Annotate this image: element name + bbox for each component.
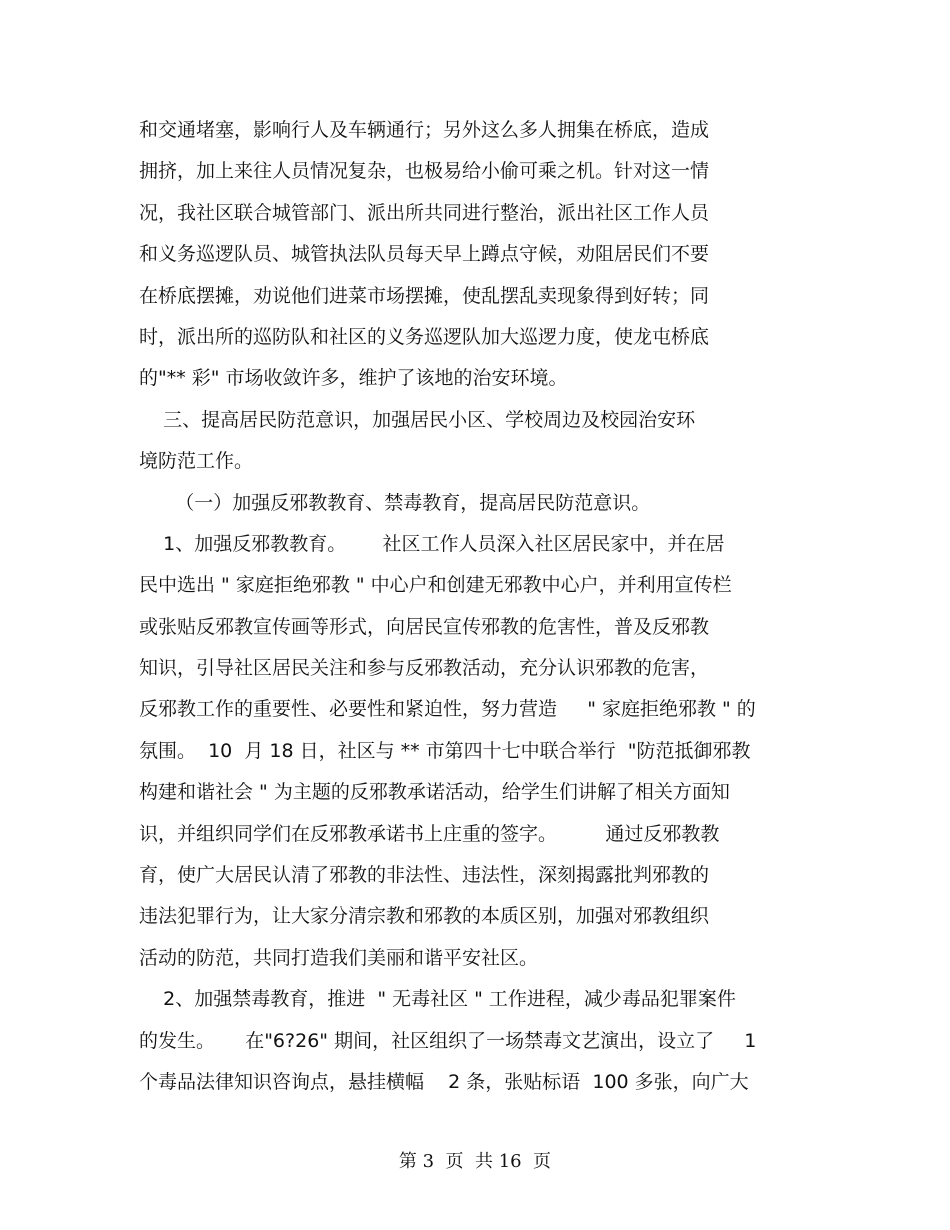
text-line: 拥挤，加上来往人员情况复杂，也极易给小偷可乘之机。针对这一情 bbox=[139, 160, 710, 183]
text-line: 违法犯罪行为，让大家分清宗教和邪教的本质区别，加强对邪教组织 bbox=[139, 905, 710, 928]
text-line: 识，并组织同学们在反邪教承诺书上庄重的签字。 通过反邪教教 bbox=[139, 822, 720, 845]
text-line: 反邪教工作的重要性、必要性和紧迫性，努力营造 " 家庭拒绝邪教 " 的 bbox=[139, 698, 756, 721]
text-line: 在桥底摆摊，劝说他们进菜市场摆摊，使乱摆乱卖现象得到好转；同 bbox=[139, 284, 710, 307]
page-number-footer: 第 3 页 共 16 页 bbox=[398, 1151, 552, 1172]
text-line: 和交通堵塞，影响行人及车辆通行；另外这么多人拥集在桥底，造成 bbox=[139, 119, 710, 141]
subsection-heading: （一）加强反邪教教育、禁毒教育，提高居民防范意识。 bbox=[139, 491, 651, 514]
text-line: 或张贴反邪教宣传画等形式，向居民宣传邪教的危害性，普及反邪教 bbox=[139, 615, 710, 638]
text-line: 的"** 彩" 市场收敛许多，维护了该地的治安环境。 bbox=[139, 367, 568, 390]
text-line: 氛围。 10 月 18 日，社区与 ** 市第四十七中联合举行 "防范抵御邪教 bbox=[139, 739, 751, 762]
text-line: 民中选出 " 家庭拒绝邪教 " 中心户和创建无邪教中心户，并利用宣传栏 bbox=[139, 574, 732, 597]
text-line: 时，派出所的巡防队和社区的义务巡逻队加大巡逻力度，使龙屯桥底 bbox=[139, 325, 710, 348]
text-line: 知识，引导社区居民关注和参与反邪教活动，充分认识邪教的危害， bbox=[139, 657, 710, 680]
text-line: 2、加强禁毒教育，推进 " 无毒社区 " 工作进程，减少毒品犯罪案件 bbox=[139, 988, 736, 1011]
section-heading: 三、提高居民防范意识，加强居民小区、学校周边及校园治安环 bbox=[139, 408, 696, 431]
section-heading: 境防范工作。 bbox=[139, 450, 254, 473]
text-line: 个毒品法律知识咨询点，悬挂横幅 2 条，张贴标语 100 多张，向广大 bbox=[139, 1070, 749, 1093]
text-line: 育，使广大居民认清了邪教的非法性、违法性，深刻揭露批判邪教的 bbox=[139, 864, 710, 887]
text-line: 构建和谐社会 " 为主题的反邪教承诺活动，给学生们讲解了相关方面知 bbox=[139, 781, 730, 804]
body-text bbox=[139, 110, 799, 1103]
text-line: 的发生。 在"6?26" 期间，社区组织了一场禁毒文艺演出，设立了 1 bbox=[139, 1029, 757, 1052]
text-line: 1、加强反邪教教育。 社区工作人员深入社区居民家中，并在居 bbox=[139, 532, 725, 555]
text-line: 况，我社区联合城管部门、派出所共同进行整治，派出社区工作人员 bbox=[139, 201, 710, 224]
text-line: 活动的防范，共同打造我们美丽和谐平安社区。 bbox=[139, 946, 539, 969]
text-line: 和义务巡逻队员、城管执法队员每天早上蹲点守候，劝阻居民们不要 bbox=[139, 243, 710, 266]
